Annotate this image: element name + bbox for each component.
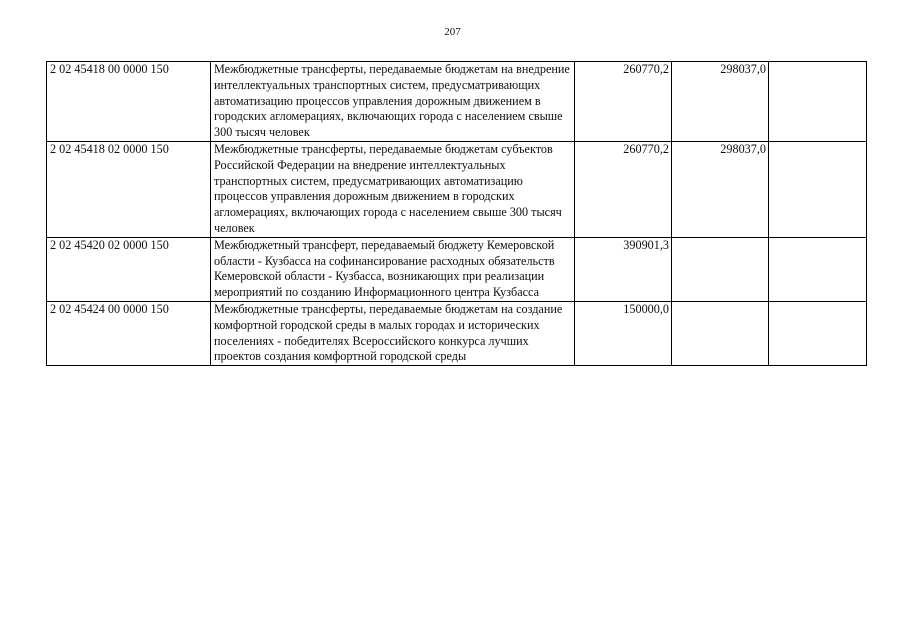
amount-cell-1: 260770,2 — [575, 141, 672, 237]
table-row — [47, 301, 867, 365]
amount-cell-3 — [769, 62, 867, 142]
amount-cell-2: 298037,0 — [672, 141, 769, 237]
description-cell: Межбюджетный трансферт, передаваемый бюджету Кемеровской области - Кузбасса на софинансирование расходных обязательств Кемеровской области - Кузбасса, возникающих при реализации мероприятий по созданию Информационного центра Кузбасса — [211, 237, 575, 301]
budget-code-cell: 2 02 45424 00 0000 150 — [47, 301, 211, 365]
table-row — [47, 237, 867, 301]
amount-cell-2: 298037,0 — [672, 62, 769, 142]
amount-cell-3 — [769, 141, 867, 237]
budget-code-cell: 2 02 45420 02 0000 150 — [47, 237, 211, 301]
amount-cell-1: 390901,3 — [575, 237, 672, 301]
table-row — [47, 62, 867, 142]
table-row — [47, 141, 867, 237]
description-cell: Межбюджетные трансферты, передаваемые бюджетам субъектов Российской Федерации на внедрение интеллектуальных транспортных систем, предусматривающих автоматизацию процессов управления дорожным движением в городских агломерациях, включающих города с населением свыше 300 тысяч человек — [211, 141, 575, 237]
description-cell: Межбюджетные трансферты, передаваемые бюджетам на создание комфортной городской среды в малых городах и исторических поселениях - победителях Всероссийского конкурса лучших проектов создания комфортной городской среды — [211, 301, 575, 365]
amount-cell-3 — [769, 237, 867, 301]
amount-cell-3 — [769, 301, 867, 365]
amount-cell-1: 150000,0 — [575, 301, 672, 365]
amount-cell-1: 260770,2 — [575, 62, 672, 142]
budget-table — [46, 61, 867, 366]
description-cell: Межбюджетные трансферты, передаваемые бюджетам на внедрение интеллектуальных транспортных систем, предусматривающих автоматизацию процессов управления дорожным движением в городских агломерациях, включающих города с населением свыше 300 тысяч человек — [211, 62, 575, 142]
amount-cell-2 — [672, 237, 769, 301]
budget-code-cell: 2 02 45418 02 0000 150 — [47, 141, 211, 237]
budget-code-cell: 2 02 45418 00 0000 150 — [47, 62, 211, 142]
amount-cell-2 — [672, 301, 769, 365]
page-number: 207 — [444, 26, 461, 38]
